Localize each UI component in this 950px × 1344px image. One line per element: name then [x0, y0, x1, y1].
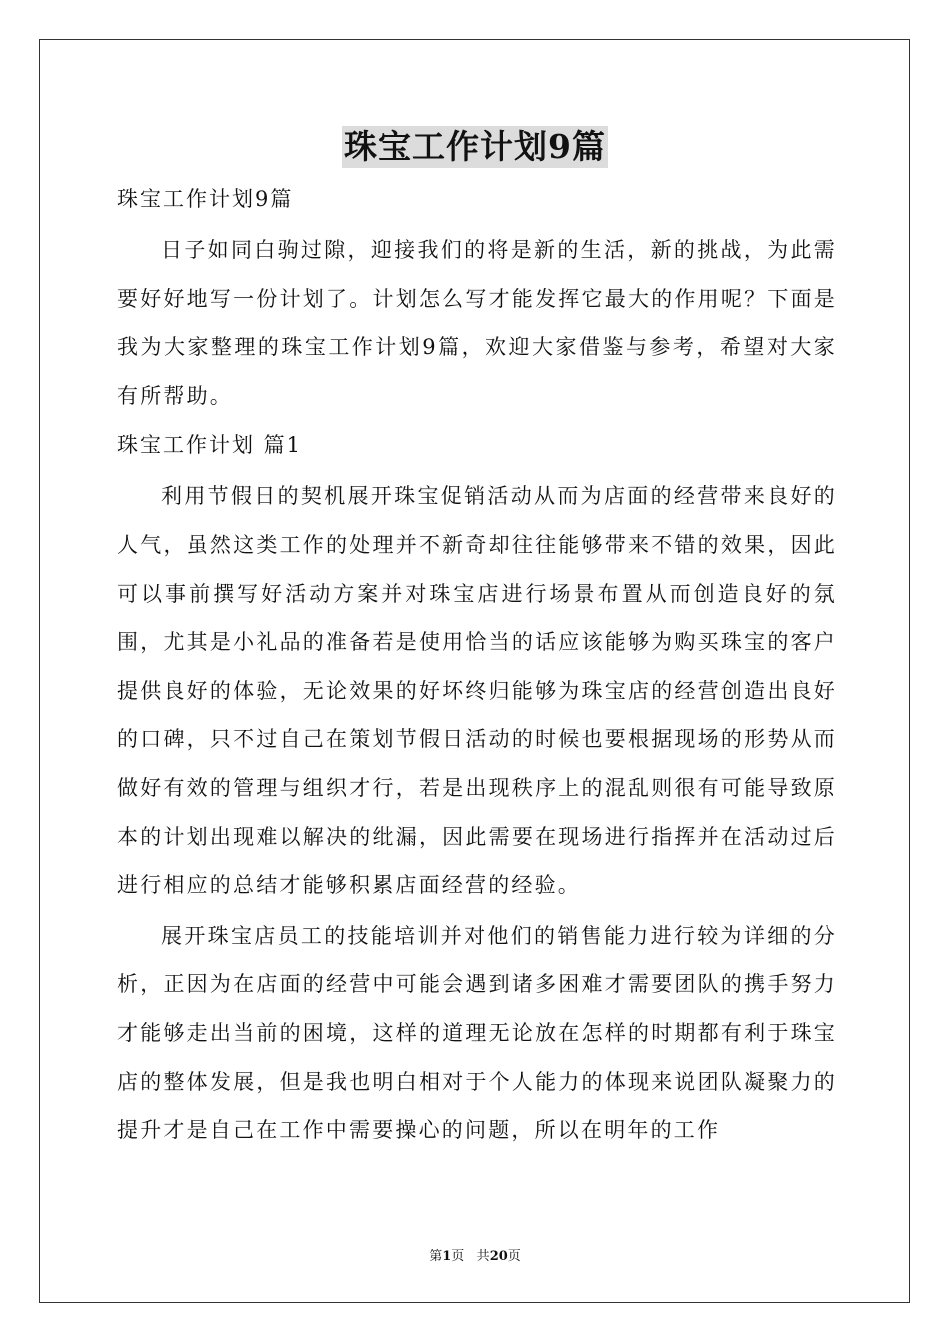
page-number: 1 [442, 1249, 452, 1264]
document-title: 珠宝工作计划9篇 [344, 127, 606, 166]
body-paragraph-1: 利用节假日的契机展开珠宝促销活动从而为店面的经营带来良好的人气，虽然这类工作的处理并不新奇却往往能够带来不错的效果，因此可以事前撰写好活动方案并对珠宝店进行场景布置从而创造良好的氛围，尤其是小礼品的准备若是使用恰当的话应该能够为购买珠宝的客户提供良好的体验，无论效果的好坏终归能够为珠宝店的经营创造出良好的口碑，只不过自己在策划节假日活动的时候也要根据现场的形势从而做好有效的管理与组织才行，若是出现秩序上的混乱则很有可能导致原本的计划出现难以解决的纰漏，因此需要在现场进行指挥并在活动过后进行相应的总结才能够积累店面经营的经验。 [117, 484, 837, 898]
total-prefix: 共 [476, 1249, 490, 1264]
page-prefix: 第 [429, 1249, 443, 1264]
document-body [117, 180, 837, 1155]
title-container [0, 126, 950, 168]
page-suffix: 页 [451, 1249, 465, 1264]
document-subtitle: 珠宝工作计划9篇 [117, 187, 294, 211]
total-suffix: 页 [507, 1249, 521, 1264]
intro-paragraph: 日子如同白驹过隙，迎接我们的将是新的生活，新的挑战，为此需要好好地写一份计划了。计划怎么写才能发挥它最大的作用呢？下面是我为大家整理的珠宝工作计划9篇，欢迎大家借鉴与参考，希望对大家有所帮助。 [117, 238, 837, 408]
body-paragraph-2: 展开珠宝店员工的技能培训并对他们的销售能力进行较为详细的分析，正因为在店面的经营中可能会遇到诸多困难才需要团队的携手努力才能够走出当前的困境，这样的道理无论放在怎样的时期都有利于珠宝店的整体发展，但是我也明白相对于个人能力的体现来说团队凝聚力的提升才是自己在工作中需要操心的问题，所以在明年的工作 [117, 923, 837, 1143]
total-pages: 20 [489, 1249, 508, 1264]
page-footer [0, 1248, 950, 1266]
section-heading: 珠宝工作计划 篇1 [117, 433, 303, 458]
